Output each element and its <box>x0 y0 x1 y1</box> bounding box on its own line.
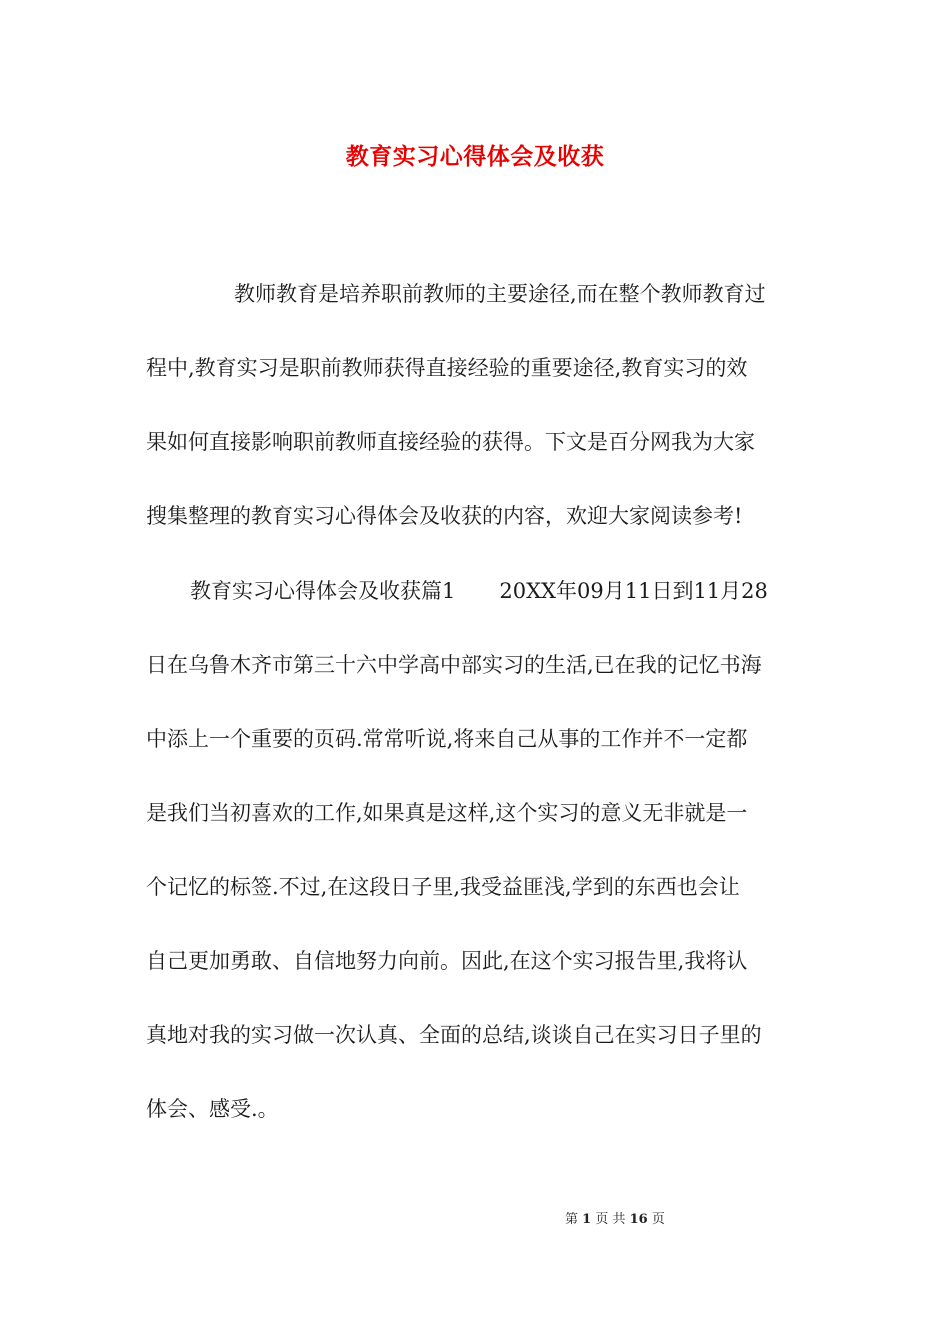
section-heading: 教育实习心得体会及收获篇1 <box>190 579 456 603</box>
body-line-3: 是我们当初喜欢的工作,如果真是这样,这个实习的意义无非就是一 <box>146 801 748 825</box>
section-first-line <box>146 576 854 606</box>
intro-line-2: 程中,教育实习是职前教师获得直接经验的重要途径,教育实习的效 <box>146 356 748 380</box>
intro-line-3: 果如何直接影响职前教师直接经验的获得。下文是百分网我为大家 <box>146 430 755 454</box>
body-line-2: 中添上一个重要的页码.常常听说,将来自己从事的工作并不一定都 <box>146 727 748 751</box>
footer-total-pages: 16 <box>629 1212 648 1227</box>
footer-prefix: 第 <box>565 1212 579 1227</box>
section-date-text: 20XX年09月11日到11月28 <box>499 579 768 603</box>
body-line-5: 自己更加勇敢、自信地努力向前。因此,在这个实习报告里,我将认 <box>146 949 748 973</box>
intro-line-4: 搜集整理的教育实习心得体会及收获的内容，欢迎大家阅读参考! <box>146 504 743 528</box>
footer-middle: 页 共 <box>595 1212 626 1227</box>
page-footer <box>565 1208 665 1227</box>
footer-suffix: 页 <box>651 1212 665 1227</box>
body-line-7: 体会、感受.。 <box>146 1097 279 1121</box>
body-line-1: 日在乌鲁木齐市第三十六中学高中部实习的生活,已在我的记忆书海 <box>146 653 762 677</box>
footer-page-number: 1 <box>582 1212 592 1227</box>
document-title: 教育实习心得体会及收获 <box>345 143 605 170</box>
intro-line-1: 教师教育是培养职前教师的主要途径,而在整个教师教育过 <box>234 282 766 306</box>
body-line-6: 真地对我的实习做一次认真、全面的总结,谈谈自己在实习日子里的 <box>146 1023 762 1047</box>
body-line-4: 个记忆的标签.不过,在这段日子里,我受益匪浅,学到的东西也会让 <box>146 875 740 899</box>
